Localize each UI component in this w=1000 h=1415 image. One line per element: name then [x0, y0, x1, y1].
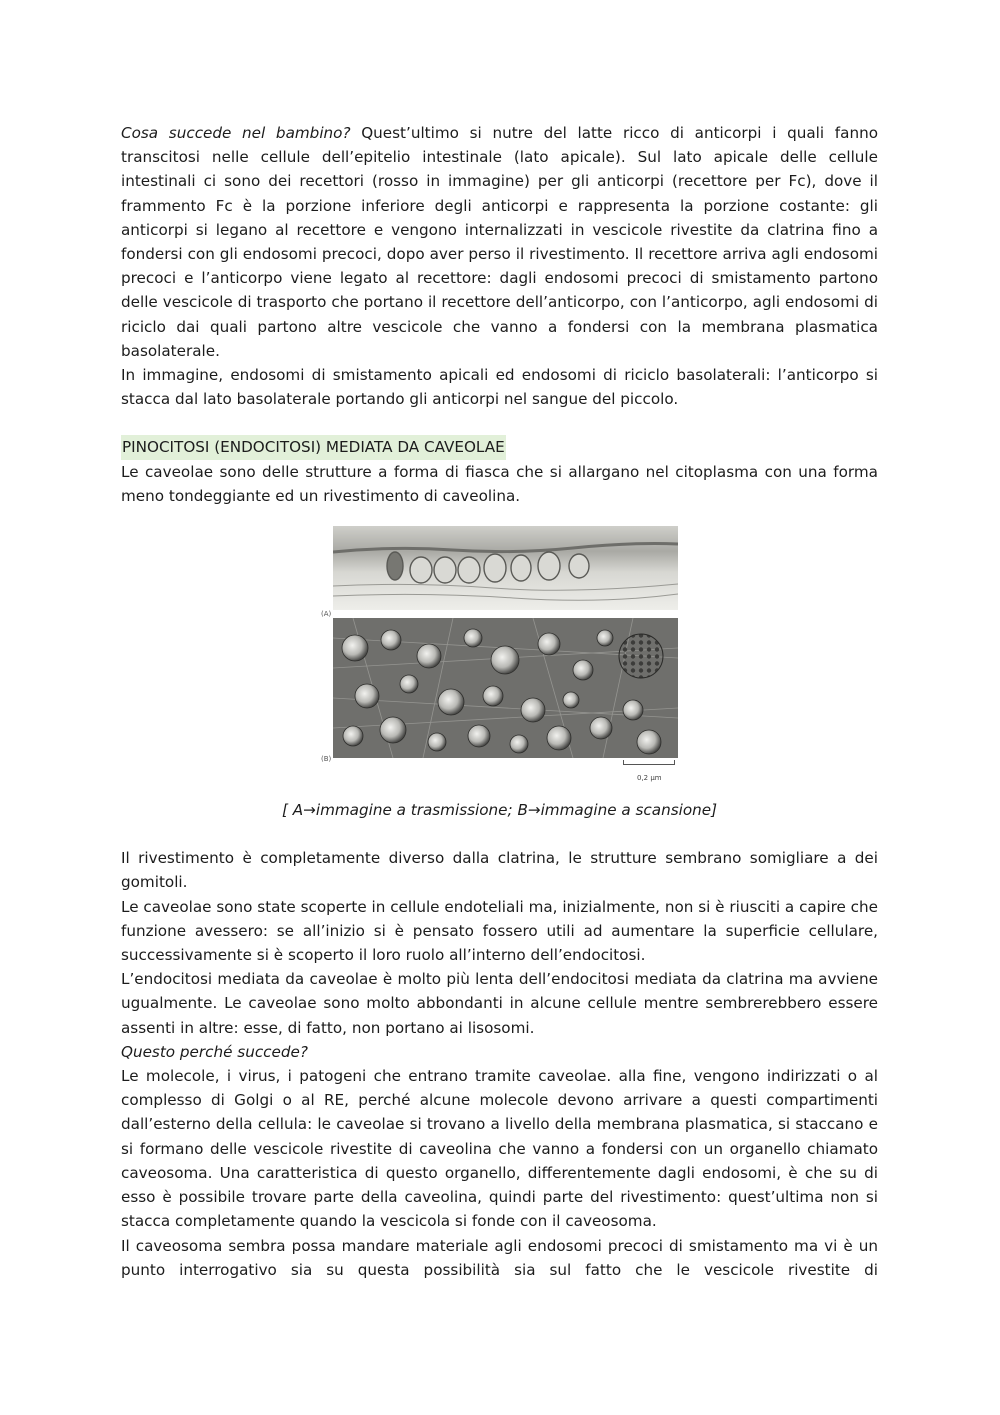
micrograph-a-image: [333, 526, 678, 610]
page-content: [121, 121, 878, 1282]
figure-label-a: (A): [321, 610, 332, 619]
scale-bar-label: 0,2 µm: [637, 774, 662, 783]
paragraph-lead-question: Cosa succede nel bambino?: [121, 124, 351, 142]
paragraph-bambino: [121, 121, 878, 363]
section-intro: Le caveolae sono delle strutture a forma di fiasca che si allargano nel citoplasma con una forma meno tondeggiante ed un rivestimento di caveolina.: [121, 462, 878, 505]
scanning-micrograph: [333, 618, 678, 758]
paragraph-body: Quest’ultimo si nutre del latte ricco di anticorpi i quali fanno transcitosi nelle cellule dell’epitelio intestinale (lato apicale). Sul lato apicale delle cellule intestinali ci sono dei recettori (rosso in immagine) per gli anticorpi (recettore per Fc), dove il frammento Fc è la porzione inferiore degli anticorpi e rappresenta la porzione costante: gli anticorpi si legano al recettore e vengono internalizzati in vescicole rivestite da clatrina fino a fondersi con gli endosomi precoci, dopo aver perso il rivestimento. Il recettore arriva agli endosomi precoci e l’anticorpo viene legato al recettore: dagli endosomi precoci di smistamento partono delle vescicole di trasporto che portano il recettore dell’anticorpo, con l’anticorpo, agli endosomi di riciclo dai quali partono altre vescicole che vanno a fondersi con la membrana plasmatica basolaterale.: [121, 124, 879, 360]
transmission-micrograph: [333, 526, 678, 610]
scale-bar: [623, 760, 675, 783]
paragraph-question: Questo perché succede?: [121, 1042, 308, 1061]
paragraph-rivestimento: Il rivestimento è completamente diverso dalla clatrina, le strutture sembrano somigliare a dei gomitoli.: [121, 849, 878, 892]
paragraph-endosomi: Il caveosoma sembra possa mandare materiale agli endosomi precoci di smistamento ma vi è un punto interrogativo sia su questa possibilità sia sul fatto che le vescicole rivestite di: [121, 1236, 878, 1279]
section-heading: PINOCITOSI (ENDOCITOSI) MEDIATA DA CAVEOLAE: [121, 435, 506, 459]
caveolae-figure: [121, 522, 878, 784]
paragraph-scoperta: Le caveolae sono state scoperte in cellule endoteliali ma, inizialmente, non si è riusciti a capire che funzione avessero: se all’inizio si è pensato fossero utili ad aumentare la superficie cellulare, successivamente si è scoperto il loro ruolo all’interno dell’endocitosi.: [121, 897, 878, 965]
spacer: [121, 822, 878, 846]
paragraph-lentezza: L’endocitosi mediata da caveolae è molto più lenta dell’endocitosi mediata da clatrina ma avviene ugualmente. Le caveolae sono molto abbondanti in alcune cellule mentre sembrerebbero essere assenti in altre: esse, di fatto, non portano ai lisosomi.: [121, 970, 878, 1037]
section-heading-line: [121, 435, 878, 459]
paragraph-immagine: In immagine, endosomi di smistamento apicali ed endosomi di riciclo basolaterali: l’anticorpo si stacca dal lato basolaterale portando gli anticorpi nel sangue del piccolo.: [121, 366, 878, 409]
spacer: [121, 411, 878, 435]
figure-label-b: (B): [321, 755, 332, 764]
figure-caption: [ A→immagine a trasmissione; B→immagine a scansione]: [281, 801, 718, 820]
micrograph-b-image: [333, 618, 678, 758]
paragraph-caveosoma: Le molecole, i virus, i patogeni che entrano tramite caveolae. alla fine, vengono indirizzati o al complesso di Golgi o al RE, perché alcune molecole devono arrivare a questi compartimenti dall’esterno della cellula: le caveolae si trovano a livello della membrana plasmatica, si staccano e si formano delle vescicole rivestite di caveolina che vanno a fondersi con un organello chiamato caveosoma. Una caratteristica di questo organello, differentemente dagli endosomi, è che su di esso è possibile trovare parte della caveolina, quindi parte del rivestimento: quest’ultima non si stacca completamente quando la vescicola si fonde con il caveosoma.: [121, 1067, 878, 1231]
